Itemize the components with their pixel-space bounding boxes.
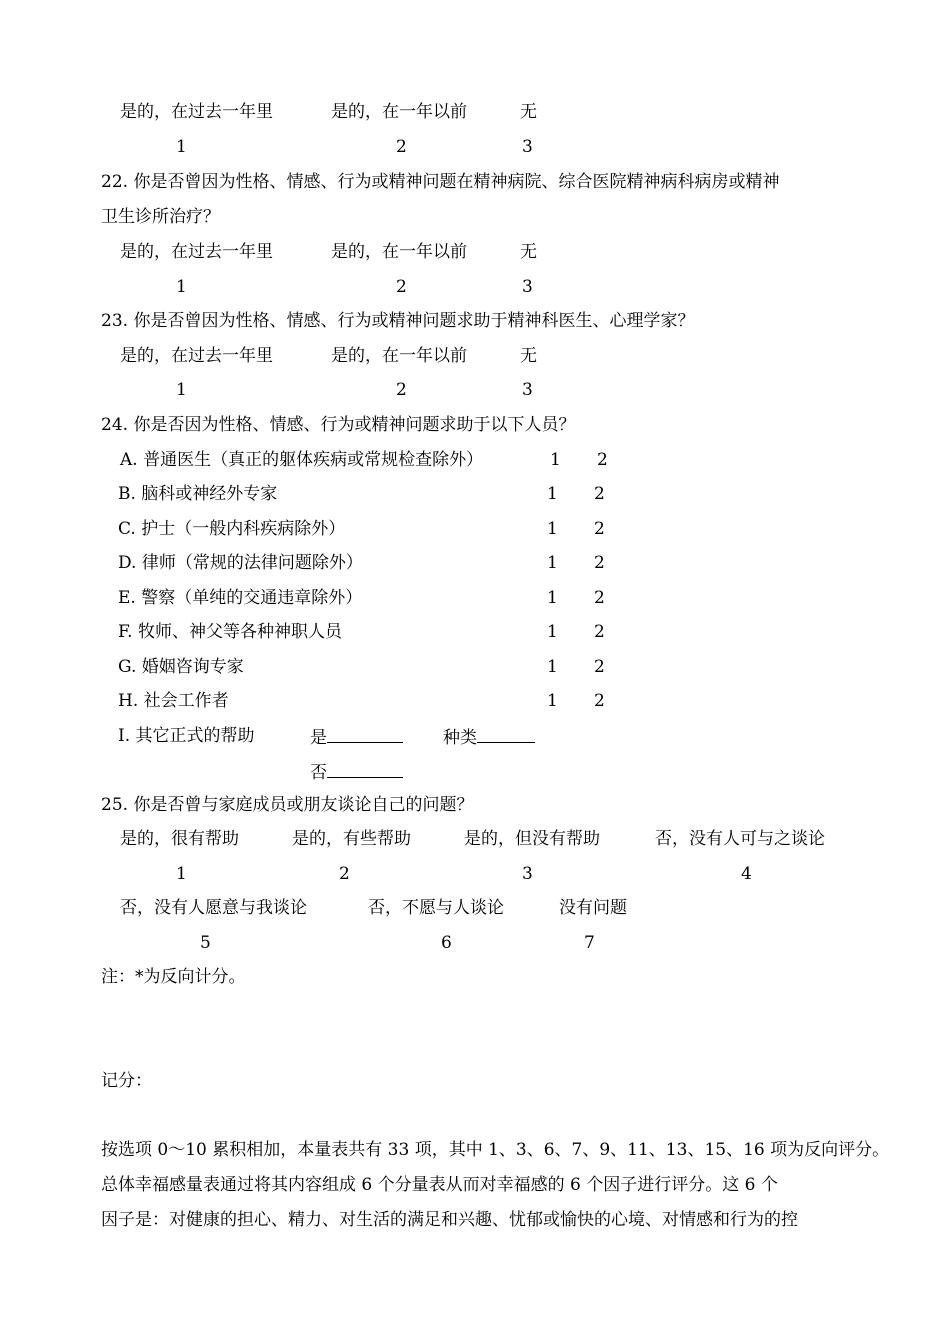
q24-item-d-label: D. 律师（常规的法律问题除外）: [118, 553, 363, 573]
q24-item-g-label: G. 婚姻咨询专家: [118, 657, 244, 677]
q24-item-i-kind: [443, 726, 535, 748]
q24-item-i-label: I. 其它正式的帮助: [118, 726, 255, 746]
q24-item-e-label: E. 警察（单纯的交通违章除外）: [118, 588, 363, 608]
q25-option-5: 否，没有人愿意与我谈论: [120, 898, 307, 918]
q24-item-i-no: [310, 761, 403, 783]
q21-option-1: 是的，在过去一年里: [120, 102, 273, 122]
q24-item-f-label: F. 牧师、神父等各种神职人员: [118, 622, 342, 642]
q24-item-a-no: 2: [597, 450, 608, 470]
q25-option-3: 是的，但没有帮助: [464, 829, 600, 849]
q24-item-a-label: A. 普通医生（真正的躯体疾病或常规检查除外）: [120, 450, 484, 470]
q21-code-1: 1: [176, 137, 187, 157]
q25-code-7: 7: [584, 933, 595, 953]
q22-option-2: 是的，在一年以前: [331, 242, 467, 262]
q22-question-line2: 卫生诊所治疗？: [101, 207, 220, 227]
q24-item-d-no: 2: [594, 553, 605, 573]
q24-item-c-yes: 1: [547, 519, 558, 539]
q22-option-1: 是的，在过去一年里: [120, 242, 273, 262]
q24-item-a-yes: 1: [550, 450, 561, 470]
q25-code-1: 1: [176, 864, 187, 884]
q24-item-d-yes: 1: [547, 553, 558, 573]
q23-question: 23. 你是否曾因为性格、情感、行为或精神问题求助于精神科医生、心理学家？: [101, 311, 695, 331]
q23-option-3: 无: [520, 346, 537, 366]
q24-item-i-yes: [310, 726, 403, 748]
q24-item-g-yes: 1: [547, 657, 558, 677]
q24-item-f-yes: 1: [547, 622, 558, 642]
q21-code-3: 3: [522, 137, 533, 157]
q24-item-i-kind-blank[interactable]: [477, 726, 535, 743]
q22-code-2: 2: [396, 277, 407, 297]
reverse-score-note: 注：*为反向计分。: [101, 967, 246, 987]
q25-question: 25. 你是否曾与家庭成员或朋友谈论自己的问题？: [101, 795, 474, 815]
q24-item-h-label: H. 社会工作者: [118, 691, 229, 711]
q24-item-i-kind-label: 种类: [443, 728, 477, 748]
q23-option-1: 是的，在过去一年里: [120, 346, 273, 366]
q25-option-7: 没有问题: [559, 898, 627, 918]
q24-item-g-no: 2: [594, 657, 605, 677]
q24-item-b-no: 2: [594, 484, 605, 504]
q22-code-3: 3: [522, 277, 533, 297]
q23-code-2: 2: [396, 380, 407, 400]
q24-item-i-no-blank[interactable]: [327, 761, 403, 778]
q24-item-h-no: 2: [594, 691, 605, 711]
q24-item-i-yes-label: 是: [310, 728, 327, 748]
q23-code-1: 1: [176, 380, 187, 400]
q25-code-2: 2: [339, 864, 350, 884]
q22-option-3: 无: [520, 242, 537, 262]
q24-item-c-no: 2: [594, 519, 605, 539]
q24-item-i-no-label: 否: [310, 763, 327, 783]
q24-item-b-yes: 1: [547, 484, 558, 504]
q25-code-4: 4: [741, 864, 752, 884]
q24-item-h-yes: 1: [547, 691, 558, 711]
q25-option-2: 是的，有些帮助: [292, 829, 411, 849]
q24-question: 24. 你是否因为性格、情感、行为或精神问题求助于以下人员？: [101, 415, 576, 435]
q21-option-3: 无: [520, 102, 537, 122]
q21-code-2: 2: [396, 137, 407, 157]
q25-option-4: 否，没有人可与之谈论: [655, 829, 825, 849]
scoring-paragraph-line1: 按选项 0～10 累积相加，本量表共有 33 项，其中 1、3、6、7、9、11、13、15、16 项为反向评分。: [101, 1140, 890, 1160]
q21-option-2: 是的，在一年以前: [331, 102, 467, 122]
q22-question-line1: 22. 你是否曾因为性格、情感、行为或精神问题在精神病院、综合医院精神病科病房或精神: [101, 172, 780, 192]
q24-item-i-yes-blank[interactable]: [327, 726, 403, 743]
scoring-paragraph-line2: 总体幸福感量表通过将其内容组成 6 个分量表从而对幸福感的 6 个因子进行评分。这 6 个: [101, 1175, 778, 1195]
q23-code-3: 3: [522, 380, 533, 400]
q23-option-2: 是的，在一年以前: [331, 346, 467, 366]
q25-option-6: 否，不愿与人谈论: [368, 898, 504, 918]
q24-item-c-label: C. 护士（一般内科疾病除外）: [118, 519, 346, 539]
q24-item-b-label: B. 脑科或神经外专家: [118, 484, 278, 504]
q25-code-3: 3: [522, 864, 533, 884]
q24-item-f-no: 2: [594, 622, 605, 642]
q24-item-e-yes: 1: [547, 588, 558, 608]
q22-code-1: 1: [176, 277, 187, 297]
q25-code-6: 6: [441, 933, 452, 953]
q24-item-e-no: 2: [594, 588, 605, 608]
scoring-paragraph-line3: 因子是：对健康的担心、精力、对生活的满足和兴趣、忧郁或愉快的心境、对情感和行为的控: [101, 1210, 798, 1230]
q25-option-1: 是的，很有帮助: [120, 829, 239, 849]
q25-code-5: 5: [200, 933, 211, 953]
scoring-heading: 记分：: [101, 1071, 152, 1091]
